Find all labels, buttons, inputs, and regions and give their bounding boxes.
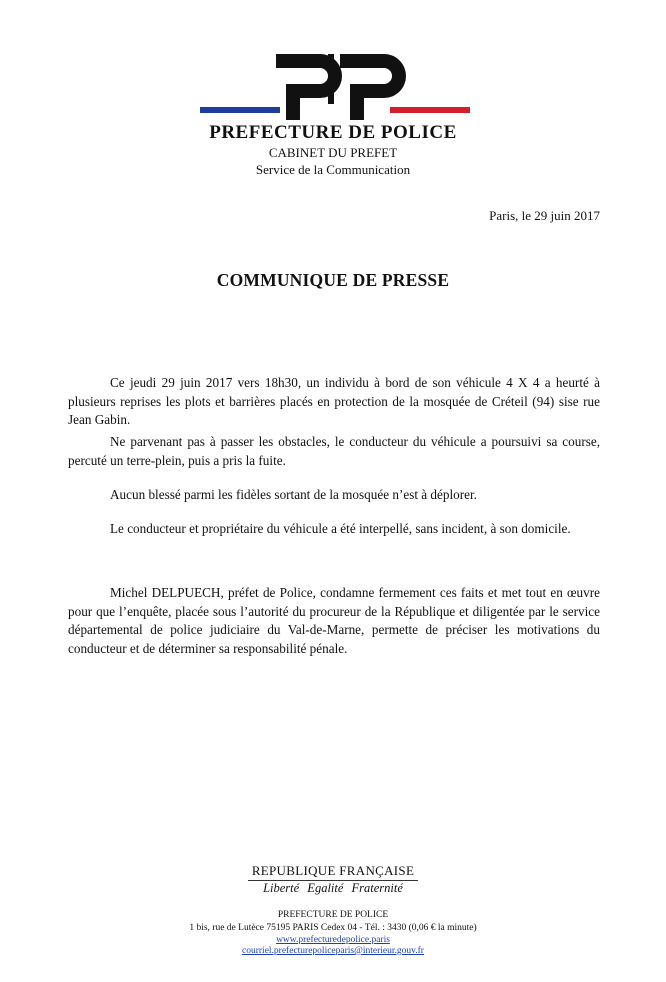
press-release-title: COMMUNIQUE DE PRESSE (216, 270, 450, 290)
paragraph-1 (68, 374, 600, 430)
paragraph-4 (68, 520, 600, 539)
footer-address: 1 bis, rue de Lutèce 75195 PARIS Cedex 04 - Tél. : 3430 (0,06 € la minute) (189, 923, 477, 933)
paragraph-1-text: Ce jeudi 29 juin 2017 vers 18h30, un individu à bord de son véhicule 4 X 4 a heurté à plusieurs reprises les plots et barrières placés en protection de la mosquée de Créteil (94) sise rue Jean Gabin. (68, 375, 600, 427)
header-cabinet: CABINET DU PREFET (268, 145, 398, 160)
date-line: Paris, le 29 juin 2017 (489, 208, 600, 223)
paragraph-4-text: Le conducteur et propriétaire du véhicule a été interpellé, sans incident, à son domicile. (110, 521, 571, 536)
footer-website-link[interactable]: www.prefecturedepolice.paris (276, 935, 390, 945)
prefecture-de-police-logo (200, 48, 470, 120)
footer-motto: Liberté Egalité Fraternité (263, 881, 403, 895)
footer-organisation: PREFECTURE DE POLICE (277, 910, 389, 920)
logo-red-band (390, 107, 470, 113)
header-service: Service de la Communication (255, 162, 411, 177)
logo-blue-band (200, 107, 280, 113)
paragraph-3 (68, 486, 600, 505)
logo-center-bar (328, 54, 334, 104)
footer-republique-block (0, 862, 666, 881)
header-title: PREFECTURE DE POLICE (209, 122, 457, 143)
paragraph-3-text: Aucun blessé parmi les fidèles sortant de la mosquée n’est à déplorer. (110, 487, 477, 502)
paragraph-5-text: Michel DELPUECH, préfet de Police, condamne fermement ces faits et met tout en œuvre pour que l’enquête, placée sous l’autorité du procureur de la République et diligentée par le service départemental de police judiciaire du Val-de-Marne, permette de préciser les motivations du conducteur et de déterminer sa responsabilité pénale. (68, 585, 600, 656)
footer-republique: REPUBLIQUE FRANÇAISE (248, 863, 418, 881)
paragraph-2-text: Ne parvenant pas à passer les obstacles, le conducteur du véhicule a poursuivi sa course, percuté un terre-plein, puis a pris la fuite. (68, 434, 600, 468)
paragraph-5 (68, 584, 600, 658)
footer-email-link[interactable]: courriel.prefecturepoliceparis@interieur.gouv.fr (242, 946, 424, 956)
paragraph-2 (68, 433, 600, 470)
